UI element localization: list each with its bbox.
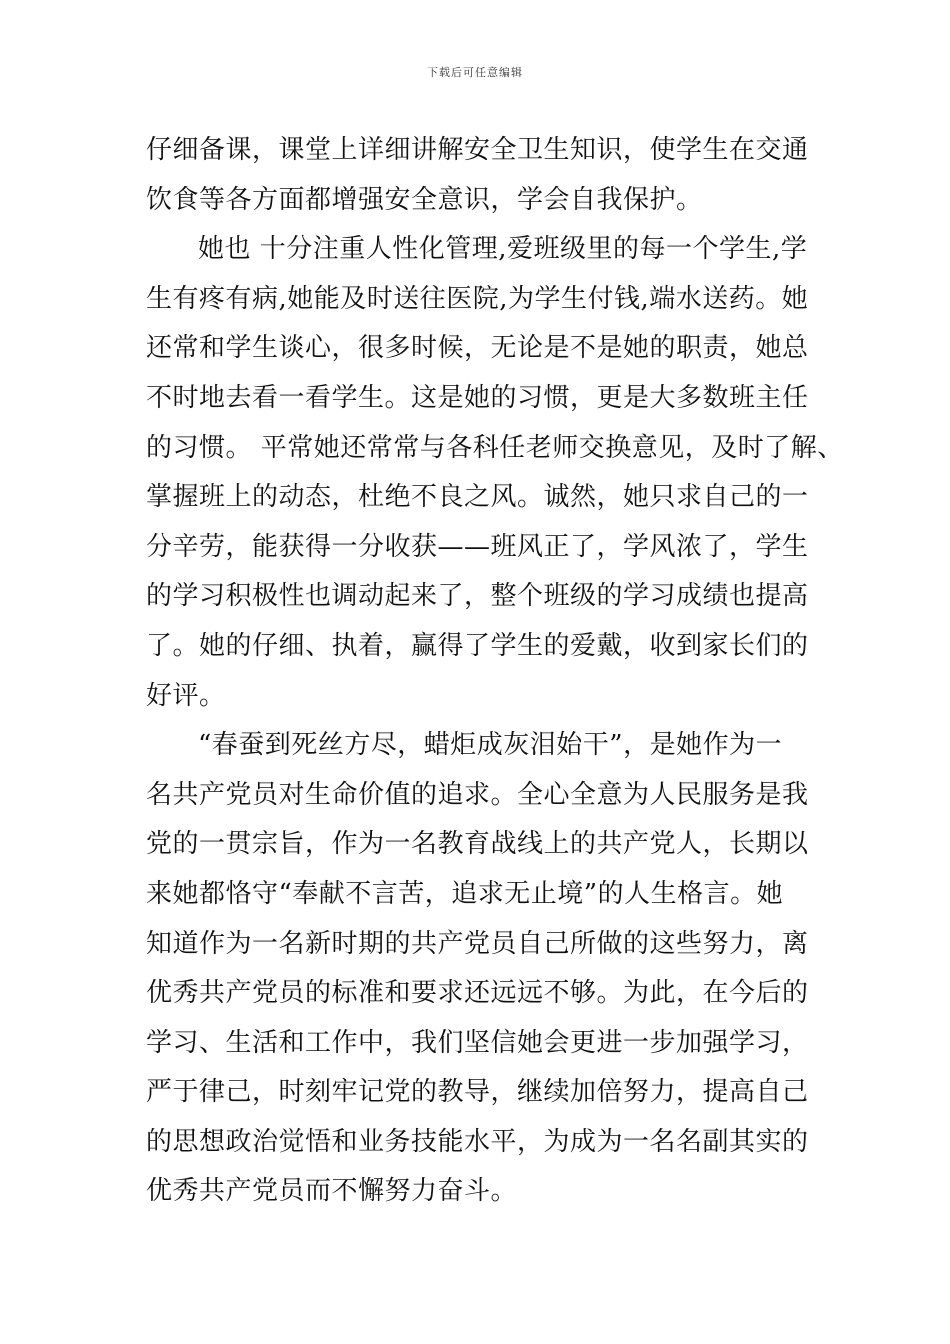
paragraph-start-line: 她也 十分注重人性化管理,爱班级里的每一个学生,学	[198, 234, 808, 265]
text-line: 名共产党员对生命价值的追求。全心全意为人民服务是我	[146, 779, 809, 810]
text-line: 学习、生活和工作中，我们坚信她会更进一步加强学习，	[146, 1027, 809, 1058]
text-line: 分辛劳，能获得一分收获——班风正了，学风浓了，学生	[146, 531, 809, 562]
text-line: 的习惯。 平常她还常常与各科任老师交换意见，及时了解、	[146, 432, 844, 463]
text-line: 来她都恪守“奉献不言苦，追求无止境”的人生格言。她	[146, 878, 784, 909]
paragraph-start-line: “春蚕到死丝方尽，蜡炬成灰泪始干”，是她作为一	[198, 730, 783, 761]
text-line: 饮食等各方面都增强安全意识，学会自我保护。	[146, 184, 703, 215]
text-line: 掌握班上的动态，杜绝不良之风。诚然，她只求自己的一	[146, 482, 809, 513]
text-line: 生有疼有病,她能及时送往医院,为学生付钱,端水送药。她	[146, 283, 809, 314]
text-line: 仔细备课，课堂上详细讲解安全卫生知识，使学生在交通	[146, 135, 809, 165]
text-line: 不时地去看一看学生。这是她的习惯，更是大多数班主任	[146, 382, 809, 413]
page-header: 下载后可任意编辑	[427, 66, 523, 79]
text-line: 的思想政治觉悟和业务技能水平，为成为一名名副其实的	[146, 1126, 809, 1157]
text-line: 优秀共产党员而不懈努力奋斗。	[146, 1176, 518, 1207]
text-line: 好评。	[146, 680, 226, 711]
text-line: 了。她的仔细、执着，赢得了学生的爱戴，收到家长们的	[146, 630, 809, 661]
text-line: 知道作为一名新时期的共产党员自己所做的这些努力，离	[146, 928, 809, 959]
text-line: 还常和学生谈心，很多时候，无论是不是她的职责，她总	[146, 333, 809, 364]
text-line: 的学习积极性也调动起来了，整个班级的学习成绩也提高	[146, 581, 809, 612]
text-line: 严于律己，时刻牢记党的教导，继续加倍努力，提高自己	[146, 1077, 809, 1108]
text-line: 党的一贯宗旨，作为一名教育战线上的共产党人，长期以	[146, 829, 809, 860]
document-body	[146, 126, 844, 1217]
text-line: 优秀共产党员的标准和要求还远远不够。为此，在今后的	[146, 978, 809, 1009]
